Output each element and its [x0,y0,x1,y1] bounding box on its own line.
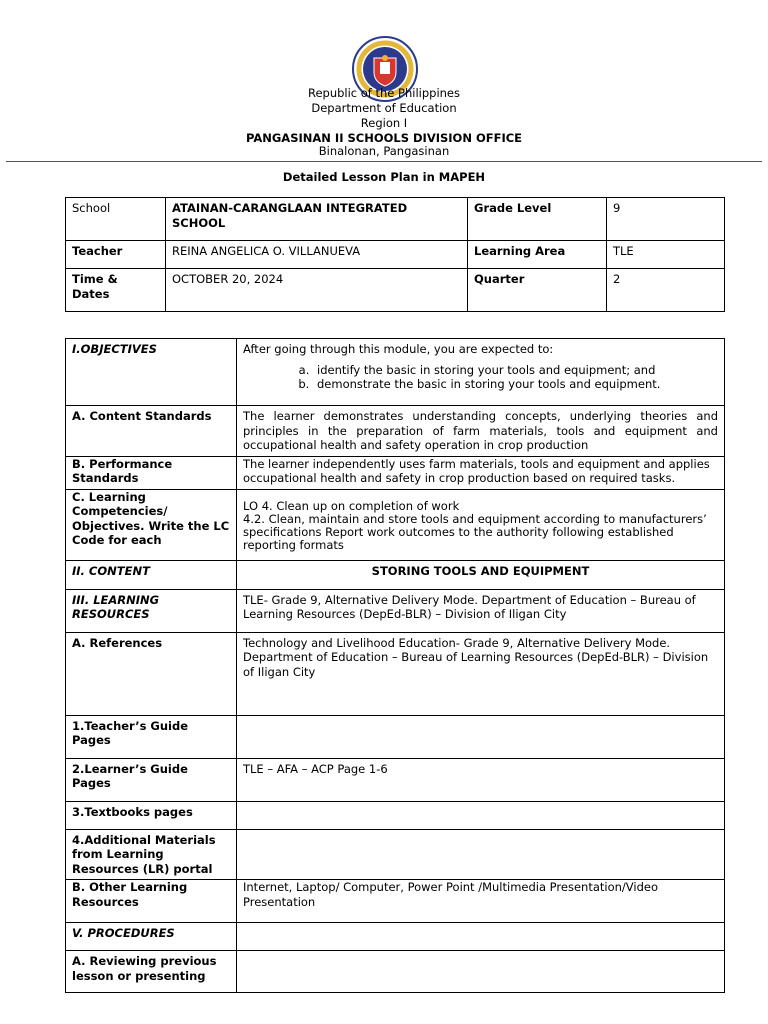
objective-item: a. identify the basic in storing your tools and equipment; and [313,363,718,378]
document-title: Detailed Lesson Plan in MAPEH [282,170,486,184]
objectives-label: I.OBJECTIVES [66,339,237,406]
other-resources-label: B. Other Learning Resources [66,880,237,923]
grade-level-value: 9 [607,198,725,241]
other-resources-value: Internet, Laptop/ Computer, Power Point /Multimedia Presentation/Video Presentation [237,880,725,923]
quarter-value: 2 [607,269,725,312]
learning-area-value: TLE [607,241,725,269]
objective-item: b. demonstrate the basic in storing your tools and equipment. [313,377,718,392]
objectives-list [243,363,718,392]
textbooks-value [237,801,725,829]
performance-standards-label: B. Performance Standards [66,456,237,489]
row-additional-materials [66,829,725,880]
content-standards-label: A. Content Standards [66,406,237,457]
row-reviewing [66,951,725,993]
grade-level-label: Grade Level [468,198,607,241]
row-learners-guide [66,758,725,801]
info-row-school [66,198,725,241]
division-office-line: PANGASINAN II SCHOOLS DIVISION OFFICE [245,131,523,145]
department-line: Department of Education [311,101,457,115]
learning-competencies-cell [237,489,725,560]
objectives-cell [237,339,725,406]
lc-line-1: LO 4. Clean up on completion of work [243,498,460,513]
additional-materials-value [237,829,725,880]
content-value: STORING TOOLS AND EQUIPMENT [237,560,725,589]
row-content [66,560,725,589]
references-label: A. References [66,632,237,715]
location-line: Binalonan, Pangasinan [318,144,450,158]
learners-guide-value: TLE – AFA – ACP Page 1-6 [237,758,725,801]
time-dates-value: OCTOBER 20, 2024 [166,269,468,312]
teacher-label: Teacher [66,241,166,269]
learning-resources-label: III. LEARNING RESOURCES [66,589,237,632]
procedures-label: V. PROCEDURES [66,923,237,951]
reviewing-label: A. Reviewing previous lesson or presenting [66,951,237,993]
teacher-value: REINA ANGELICA O. VILLANUEVA [166,241,468,269]
textbooks-label: 3.Textbooks pages [66,801,237,829]
row-objectives [66,339,725,406]
row-learning-resources [66,589,725,632]
row-procedures [66,923,725,951]
procedures-value [237,923,725,951]
info-row-time [66,269,725,312]
school-label: School [66,198,166,241]
header-divider [6,161,762,162]
info-row-teacher [66,241,725,269]
row-content-standards [66,406,725,457]
time-dates-label: Time & Dates [66,269,166,312]
school-value: ATAINAN-CARANGLAAN INTEGRATED SCHOOL [166,198,468,241]
content-label: II. CONTENT [66,560,237,589]
republic-line: Republic of the Philippines [307,86,461,100]
row-other-resources [66,880,725,923]
content-standards-value: The learner demonstrates understanding concepts, underlying theories and principles in the preparation of farm materials, tools and equipment and occupational health and safety operation in crop production [237,406,725,457]
references-value: Technology and Livelihood Education- Grade 9, Alternative Delivery Mode. Department of Education – Bureau of Learning Resources (DepEd-BLR) – Division of Iligan City [237,632,725,715]
reviewing-value [237,951,725,993]
lc-line-2: 4.2. Clean, maintain and store tools and equipment according to manufacturers’ specifications Report work outcomes to the authority following established reporting formats [243,511,707,552]
info-table [65,197,725,312]
region-line: Region I [360,116,408,130]
row-learning-competencies [66,489,725,560]
row-teachers-guide [66,715,725,758]
lesson-plan-table [65,338,725,993]
learning-competencies-label: C. Learning Competencies/ Objectives. Write the LC Code for each [66,489,237,560]
learning-area-label: Learning Area [468,241,607,269]
row-references [66,632,725,715]
performance-standards-value: The learner independently uses farm materials, tools and equipment and applies occupational health and safety in crop production based on required tasks. [237,456,725,489]
additional-materials-label: 4.Additional Materials from Learning Resources (LR) portal [66,829,237,880]
quarter-label: Quarter [468,269,607,312]
learners-guide-label: 2.Learner’s Guide Pages [66,758,237,801]
row-performance-standards [66,456,725,489]
row-textbooks [66,801,725,829]
learning-resources-value: TLE- Grade 9, Alternative Delivery Mode. Department of Education – Bureau of Learning Resources (DepEd-BLR) – Division of Iligan City [237,589,725,632]
objectives-intro: After going through this module, you are expected to: [243,342,554,356]
teachers-guide-value [237,715,725,758]
teachers-guide-label: 1.Teacher’s Guide Pages [66,715,237,758]
